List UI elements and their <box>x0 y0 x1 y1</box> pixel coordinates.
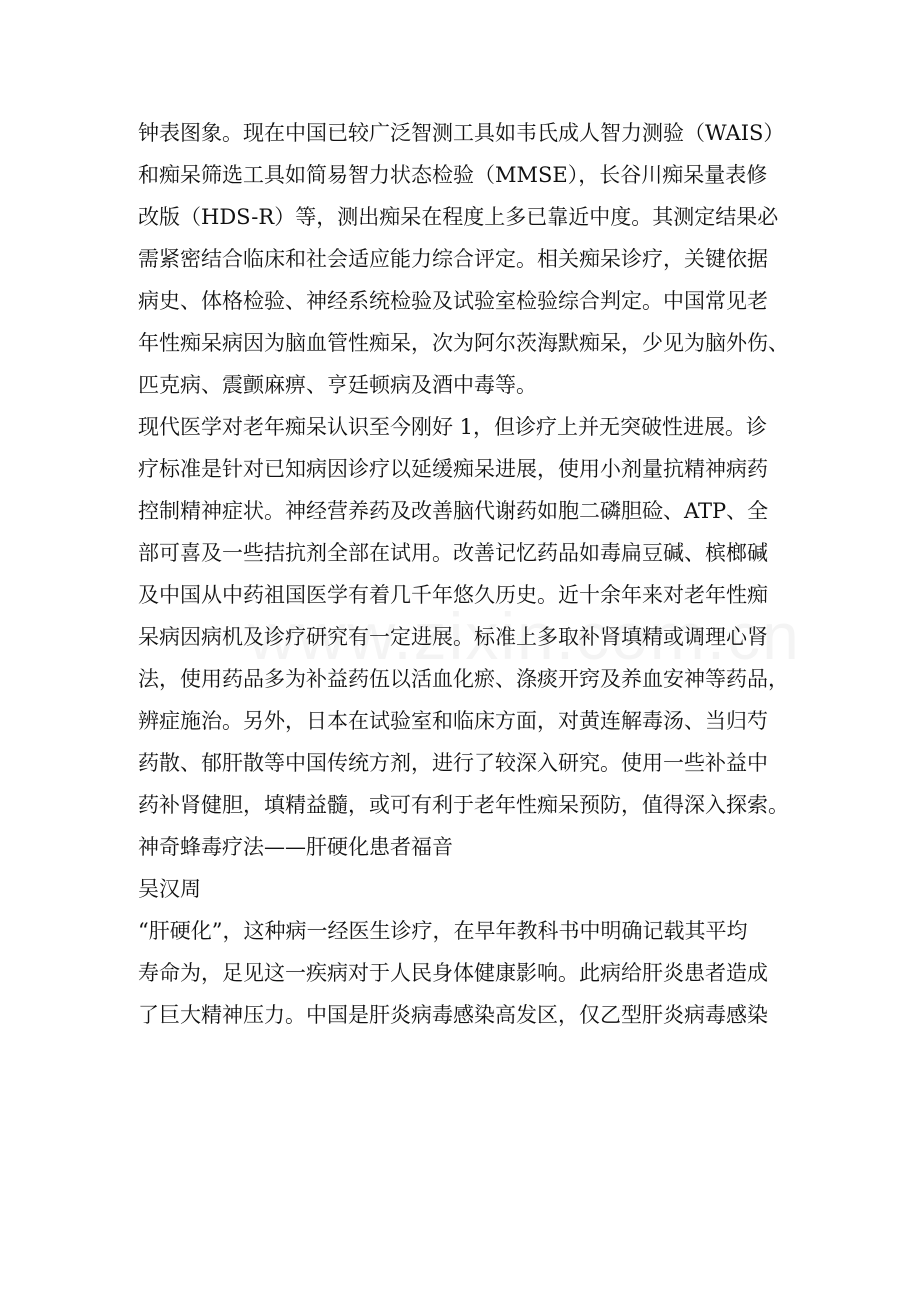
article-author: 吴汉周 <box>138 877 201 901</box>
text-line: 改版（HDS-R）等，测出痴呆在程度上多已靠近中度。其测定结果必 <box>138 205 779 229</box>
text-line: 和痴呆筛选工具如简易智力状态检验（MMSE），长谷川痴呆量表修 <box>138 163 768 187</box>
text-line: 现代医学对老年痴呆认识至今刚好 1，但诊疗上并无突破性进展。诊 <box>138 415 768 439</box>
text-line: 了巨大精神压力。中国是肝炎病毒感染高发区，仅乙型肝炎病毒感染 <box>138 1003 768 1027</box>
document-body <box>138 112 788 1036</box>
text-line: 年性痴呆病因为脑血管性痴呆，次为阿尔茨海默痴呆，少见为脑外伤、 <box>138 331 789 355</box>
text-line: 部可喜及一些拮抗剂全部在试用。改善记忆药品如毒扁豆碱、槟榔碱 <box>138 541 768 565</box>
text-line: 控制精神症状。神经营养药及改善脑代谢药如胞二磷胆硷、ATP、全 <box>138 499 769 523</box>
text-line: 病史、体格检验、神经系统检验及试验室检验综合判定。中国常见老 <box>138 289 768 313</box>
text-line: 疗标准是针对已知病因诊疗以延缓痴呆进展，使用小剂量抗精神病药 <box>138 457 768 481</box>
text-line: 需紧密结合临床和社会适应能力综合评定。相关痴呆诊疗，关键依据 <box>138 247 768 271</box>
text-line: 钟表图象。现在中国已较广泛智测工具如韦氏成人智力测验（WAIS） <box>138 121 785 145</box>
text-line: 药散、郁肝散等中国传统方剂，进行了较深入研究。使用一些补益中 <box>138 751 768 775</box>
article-title: 神奇蜂毒疗法——肝硬化患者福音 <box>138 835 453 859</box>
text-line: 辨症施治。另外，日本在试验室和临床方面，对黄连解毒汤、当归芍 <box>138 709 768 733</box>
text-line: 药补肾健胆，填精益髓，或可有利于老年性痴呆预防，值得深入探索。 <box>138 793 789 817</box>
text-line: 匹克病、震颤麻痹、亨廷顿病及酒中毒等。 <box>138 373 537 397</box>
text-line: 寿命为，足见这一疾病对于人民身体健康影响。此病给肝炎患者造成 <box>138 961 768 985</box>
text-line: “肝硬化”，这种病一经医生诊疗，在早年教科书中明确记载其平均 <box>138 919 748 943</box>
text-line: 呆病因病机及诊疗研究有一定进展。标准上多取补肾填精或调理心肾 <box>138 625 768 649</box>
text-line: 及中国从中药祖国医学有着几千年悠久历史。近十余年来对老年性痴 <box>138 583 768 607</box>
text-line: 法，使用药品多为补益药伍以活血化瘀、涤痰开窍及养血安神等药品， <box>138 667 789 691</box>
